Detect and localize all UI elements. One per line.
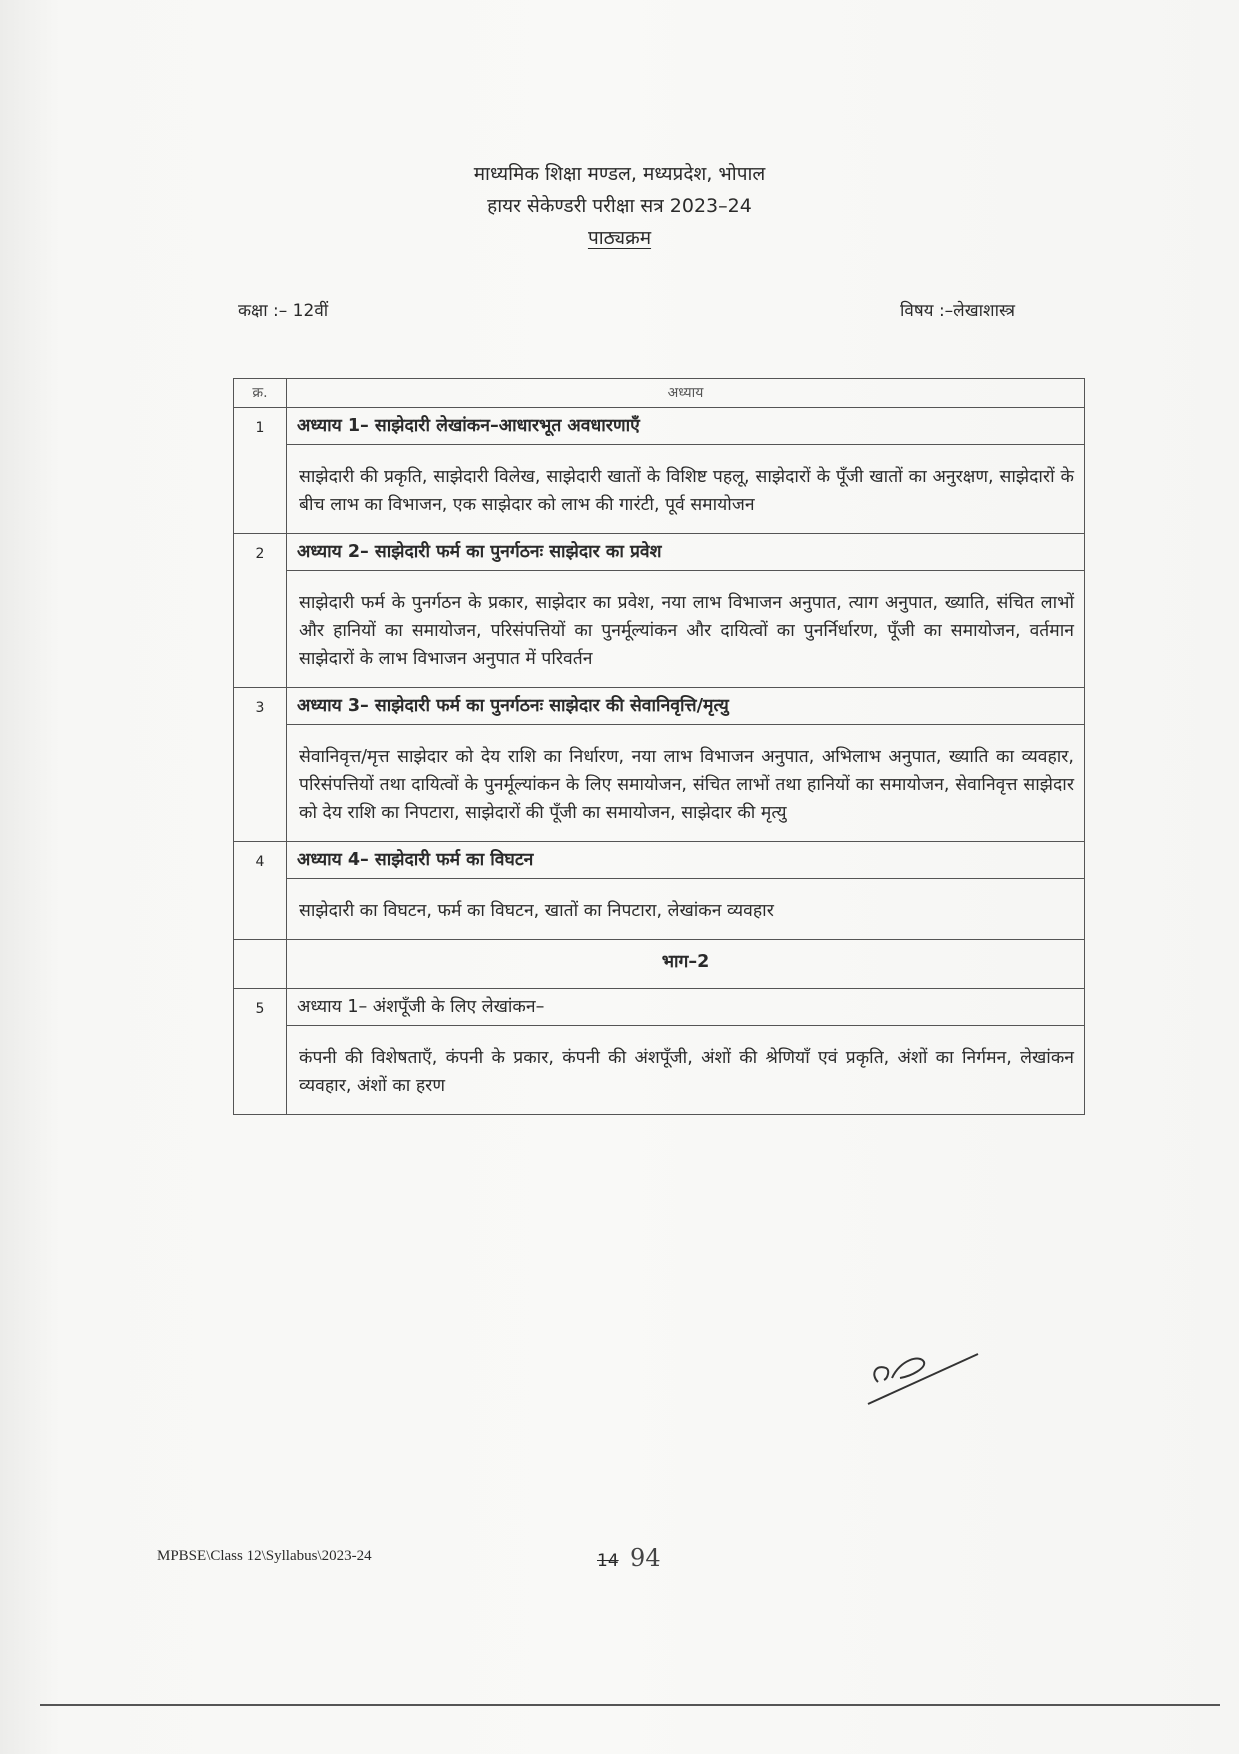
chapter-content: कंपनी की विशेषताएँ, कंपनी के प्रकार, कंपनी की अंशपूँजी, अंशों की श्रेणियाँ एवं प्रकृति, अंशों का निर्गमन, लेखांकन व्यवहार, अंशों का हरण — [299, 1048, 1074, 1096]
syllabus-table — [233, 378, 1085, 1115]
chapter-content: साझेदारी का विघटन, फर्म का विघटन, खातों का निपटारा, लेखांकन व्यवहार — [299, 901, 774, 921]
table-row — [234, 989, 1085, 1115]
bottom-divider — [40, 1704, 1220, 1706]
page-number — [597, 1544, 661, 1572]
chapter-title: अध्याय 4– साझेदारी फर्म का विघटन — [287, 842, 1084, 879]
table-header-row — [234, 379, 1085, 408]
chapter-title: अध्याय 2– साझेदारी फर्म का पुनर्गठनः साझेदार का प्रवेश — [287, 534, 1084, 571]
chapter-cell — [287, 989, 1085, 1115]
table-row — [234, 842, 1085, 940]
part-row — [234, 940, 1085, 989]
chapter-title: अध्याय 1– साझेदारी लेखांकन–आधारभूत अवधारणाएँ — [287, 408, 1084, 445]
printed-page-number: 14 — [597, 1551, 619, 1571]
chapter-cell — [287, 688, 1085, 842]
handwritten-page-number: 94 — [630, 1544, 661, 1572]
row-number: 4 — [234, 842, 287, 940]
row-number-empty — [234, 940, 287, 989]
chapter-cell — [287, 408, 1085, 534]
row-number: 5 — [234, 989, 287, 1115]
part-cell — [287, 940, 1085, 989]
row-number: 2 — [234, 534, 287, 688]
chapter-content: साझेदारी की प्रकृति, साझेदारी विलेख, साझेदारी खातों के विशिष्ट पहलू, साझेदारों के पूँजी खातों का अनुरक्षण, साझेदारों के बीच लाभ का विभाजन, एक साझेदार को लाभ की गारंटी, पूर्व समायोजन — [299, 467, 1074, 515]
table-row — [234, 534, 1085, 688]
chapter-cell — [287, 534, 1085, 688]
chapter-content: साझेदारी फर्म के पुनर्गठन के प्रकार, साझेदार का प्रवेश, नया लाभ विभाजन अनुपात, त्याग अनुपात, ख्याति, संचित लाभों और हानियों का समायोजन, परिसंपत्तियों का पुनर्मूल्यांकन और दायित्वों का पुनर्निर्धारण, पूँजी का समायोजन, वर्तमान साझेदारों के लाभ विभाजन अनुपात में परिवर्तन — [299, 593, 1074, 669]
signature — [860, 1330, 990, 1410]
row-number: 1 — [234, 408, 287, 534]
table-row — [234, 408, 1085, 534]
table-row — [234, 688, 1085, 842]
exam-session: हायर सेकेण्डरी परीक्षा सत्र 2023–24 — [487, 195, 752, 217]
board-name: माध्यमिक शिक्षा मण्डल, मध्यप्रदेश, भोपाल — [473, 163, 766, 185]
chapter-title: अध्याय 3– साझेदारी फर्म का पुनर्गठनः साझेदार की सेवानिवृत्ति/मृत्यु — [287, 688, 1084, 725]
serial-column-header: क्र. — [234, 379, 287, 408]
chapter-content: सेवानिवृत्त/मृत्त साझेदार को देय राशि का निर्धारण, नया लाभ विभाजन अनुपात, अभिलाभ अनुपात, ख्याति का व्यवहार, परिसंपत्तियों तथा दायित्वों के पुनर्मूल्यांकन के लिए समायोजन, संचित लाभों तथा हानियों का समायोजन, सेवानिवृत्त साझेदार को देय राशि का निपटारा, साझेदारों की पूँजी का समायोजन, साझेदार की मृत्यु — [299, 747, 1074, 823]
chapter-column-header: अध्याय — [287, 379, 1085, 408]
document-path: MPBSE\Class 12\Syllabus\2023-24 — [157, 1548, 372, 1564]
subject-label: विषय :–लेखाशास्त्र — [900, 301, 1015, 321]
class-label: कक्षा :– 12वीं — [238, 301, 329, 321]
part-label: भाग–2 — [661, 952, 710, 972]
chapter-title: अध्याय 1– अंशपूँजी के लिए लेखांकन– — [287, 989, 1084, 1026]
row-number: 3 — [234, 688, 287, 842]
chapter-cell — [287, 842, 1085, 940]
syllabus-heading: पाठ्यक्रम — [587, 227, 652, 249]
